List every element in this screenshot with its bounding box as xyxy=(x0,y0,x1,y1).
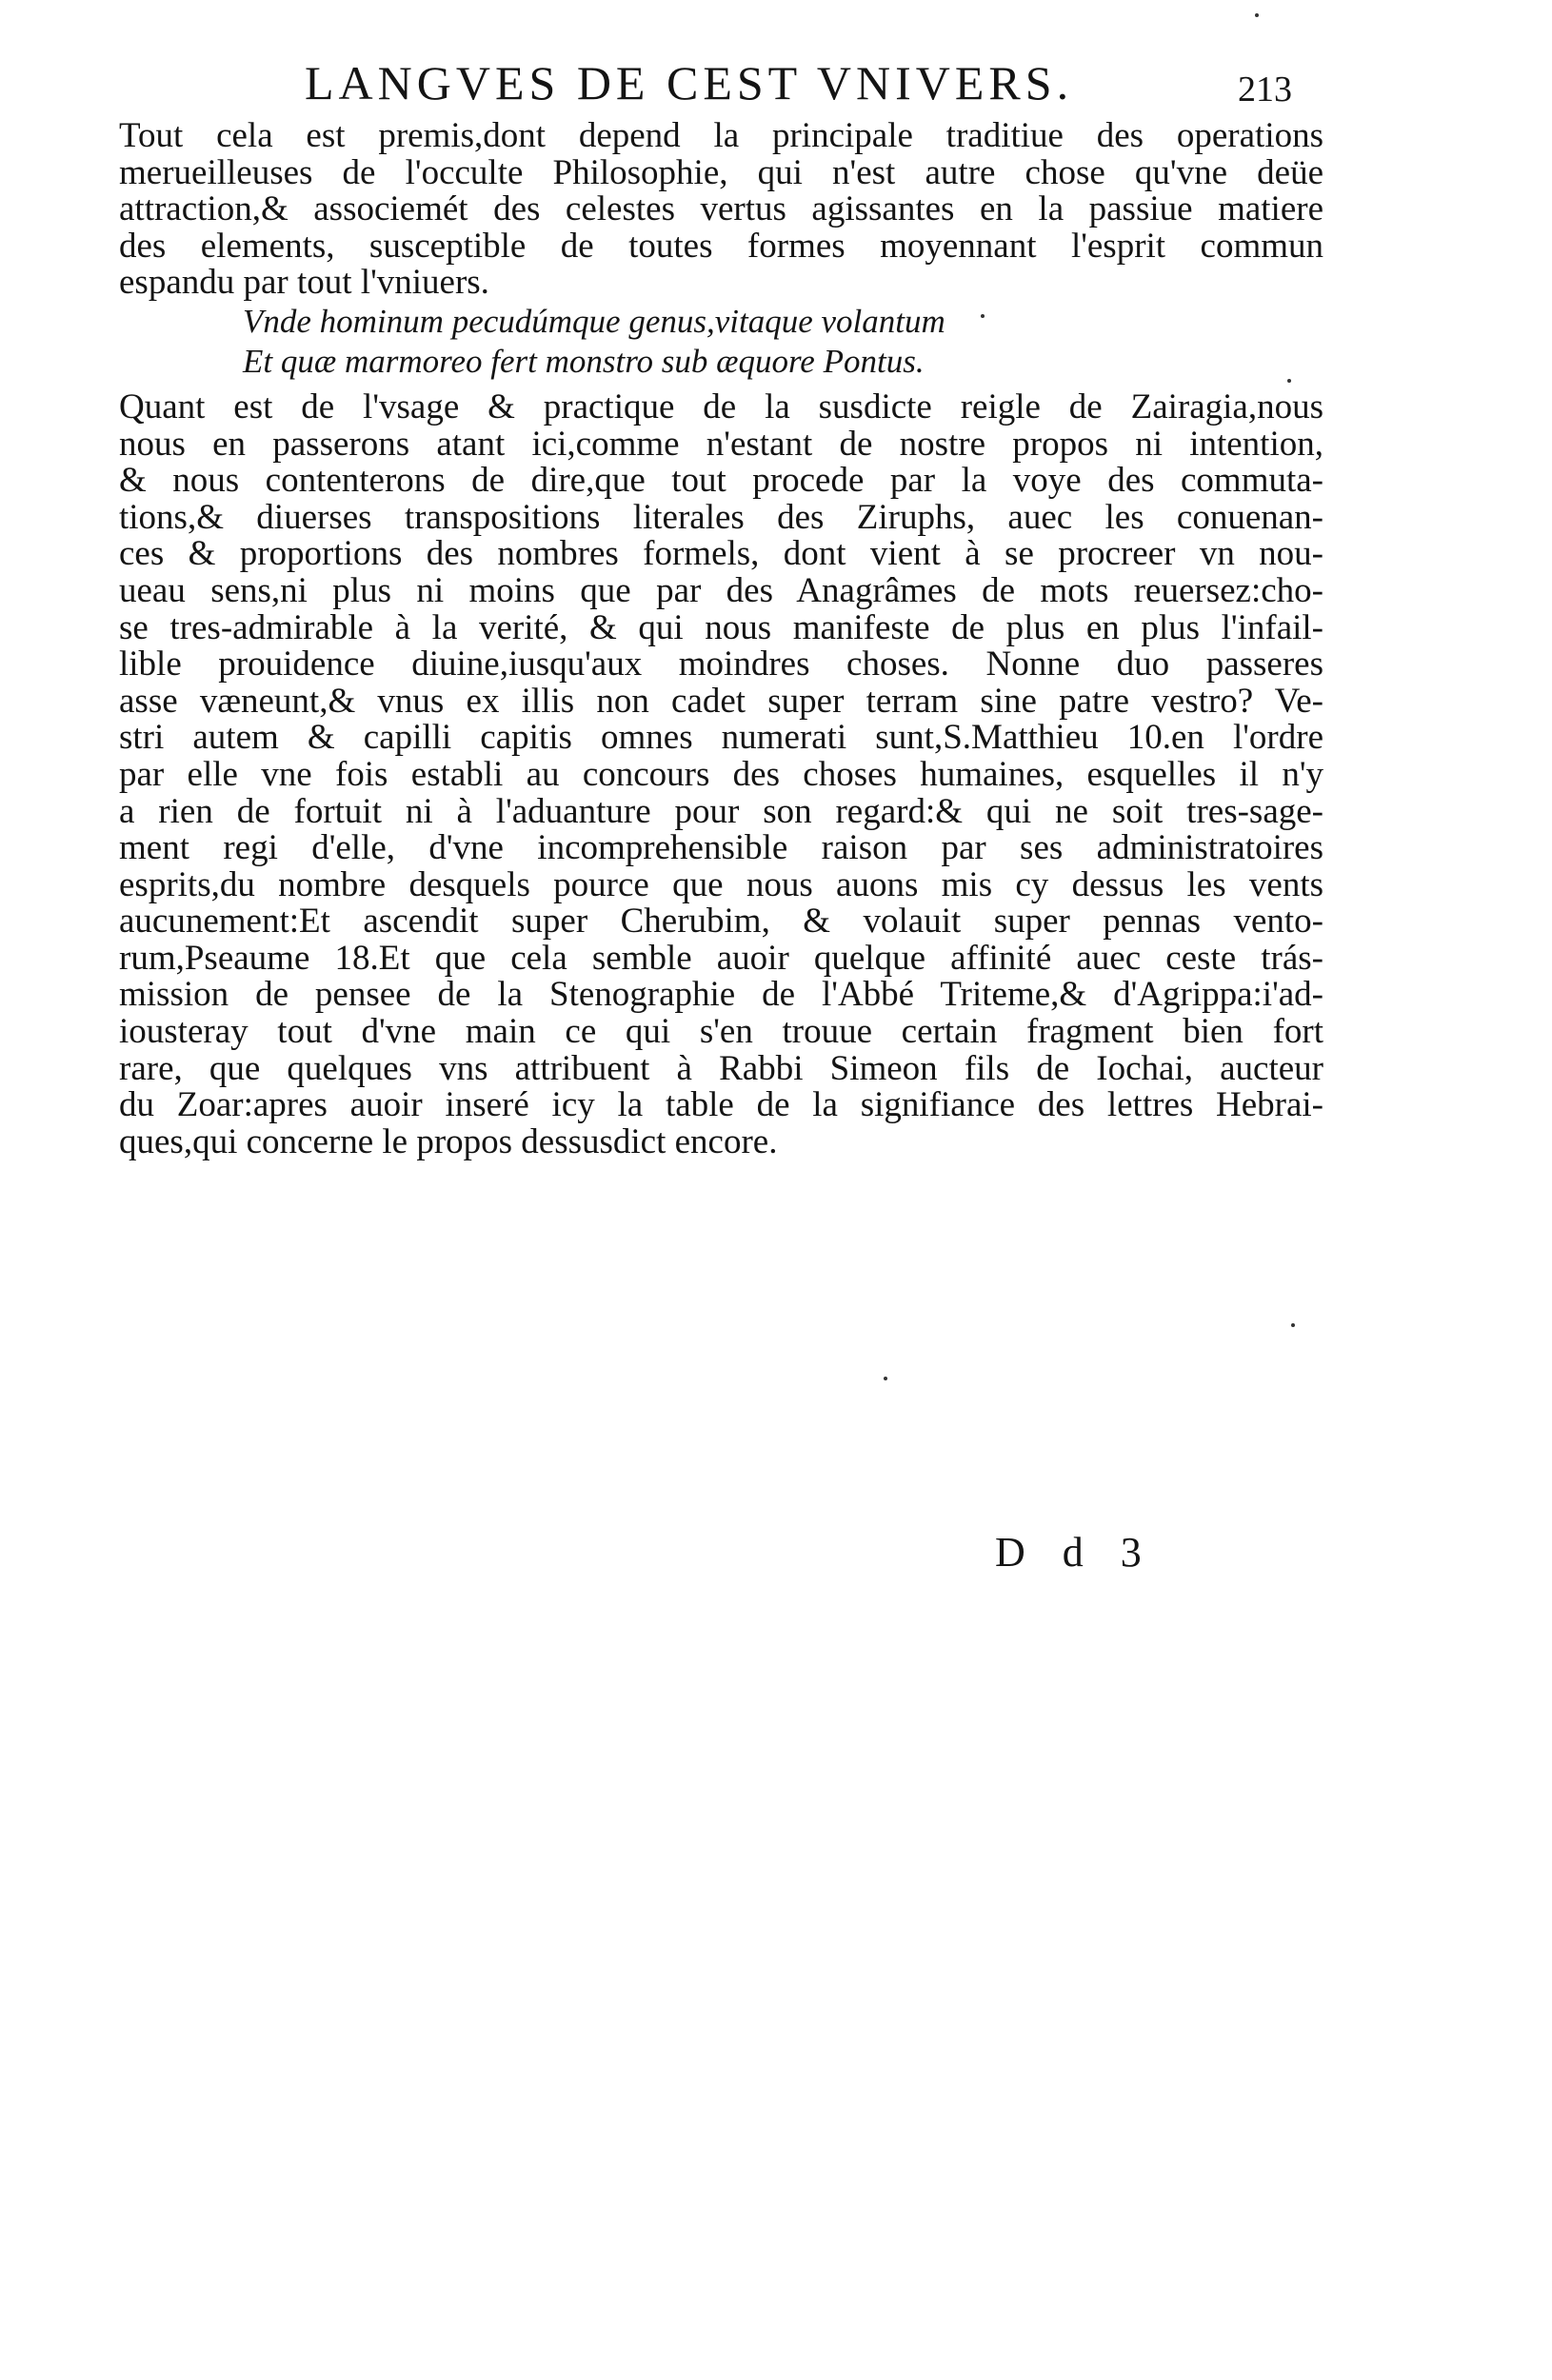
running-head: LANGVES DE CEST VNIVERS. xyxy=(305,56,1074,109)
text-line: ques,qui concerne le propos dessusdict encore. xyxy=(119,1121,778,1161)
main-text-block xyxy=(119,118,1323,1160)
text-line: & nous contenterons de dire,que tout procede par la voye des commuta- xyxy=(119,461,1323,501)
text-line: rare, que quelques vns attribuent à Rabbi Simeon fils de Iochai, aucteur xyxy=(119,1048,1323,1088)
text-line: ces & proportions des nombres formels, dont vient à se procreer vn nou- xyxy=(119,534,1323,574)
text-line: des elements, susceptible de toutes formes moyennant l'esprit commun xyxy=(119,226,1323,266)
text-line: du Zoar:apres auoir inseré icy la table de la signifiance des lettres Hebrai- xyxy=(119,1085,1323,1125)
text-line: ueau sens,ni plus ni moins que par des Anagrâmes de mots reuersez:cho- xyxy=(119,570,1323,610)
text-line: Tout cela est premis,dont depend la principale traditiue des operations xyxy=(119,116,1323,155)
ink-speck xyxy=(884,1377,887,1380)
text-line: a rien de fortuit ni à l'aduanture pour son regard:& qui ne soit tres-sage- xyxy=(119,791,1323,831)
text-line: asse væneunt,& vnus ex illis non cadet super terram sine patre vestro? Ve- xyxy=(119,681,1323,721)
text-line: nous en passerons atant ici,comme n'estant de nostre propos ni intention, xyxy=(119,424,1323,464)
verse-line: Et quæ marmoreo fert monstro sub æquore Pontus. xyxy=(243,342,925,380)
signature-mark: D d 3 xyxy=(995,1529,1155,1576)
text-line: aucunement:Et ascendit super Cherubim, & volauit super pennas vento- xyxy=(119,902,1323,942)
ink-speck xyxy=(1291,1323,1295,1327)
paragraph-2 xyxy=(119,389,1323,1160)
text-line: lible prouidence diuine,iusqu'aux moindres choses. Nonne duo passeres xyxy=(119,645,1323,684)
page-number: 213 xyxy=(1238,69,1292,109)
ink-speck xyxy=(981,314,985,318)
text-line: esprits,du nombre desquels pource que nous auons mis cy dessus les vents xyxy=(119,864,1323,904)
text-line: attraction,& associemét des celestes vertus agissantes en la passiue matiere xyxy=(119,189,1323,229)
text-line: iousteray tout d'vne main ce qui s'en trouue certain fragment bien fort xyxy=(119,1012,1323,1052)
text-line: mission de pensee de la Stenographie de l'Abbé Triteme,& d'Agrippa:i'ad- xyxy=(119,975,1323,1015)
text-line: ment regi d'elle, d'vne incomprehensible raison par ses administratoires xyxy=(119,828,1323,868)
text-line: se tres-admirable à la verité, & qui nous manifeste de plus en plus l'infail- xyxy=(119,607,1323,647)
ink-speck xyxy=(1287,379,1291,383)
verse-line: Vnde hominum pecudúmque genus,vitaque volantum xyxy=(243,302,945,340)
text-line: merueilleuses de l'occulte Philosophie, qui n'est autre chose qu'vne deüe xyxy=(119,152,1323,192)
ink-speck xyxy=(1255,13,1259,17)
text-line: Quant est de l'vsage & practique de la susdicte reigle de Zairagia,nous xyxy=(119,387,1323,426)
text-line: rum,Pseaume 18.Et que cela semble auoir quelque affinité auec ceste trás- xyxy=(119,938,1323,978)
text-line: stri autem & capilli capitis omnes numerati sunt,S.Matthieu 10.en l'ordre xyxy=(119,718,1323,758)
latin-verse xyxy=(119,302,1323,382)
text-line: tions,& diuerses transpositions literales des Ziruphs, auec les conuenan- xyxy=(119,497,1323,537)
text-line: par elle vne fois establi au concours des choses humaines, esquelles il n'y xyxy=(119,754,1323,794)
text-line: espandu par tout l'vniuers. xyxy=(119,263,489,303)
paragraph-1 xyxy=(119,118,1323,302)
